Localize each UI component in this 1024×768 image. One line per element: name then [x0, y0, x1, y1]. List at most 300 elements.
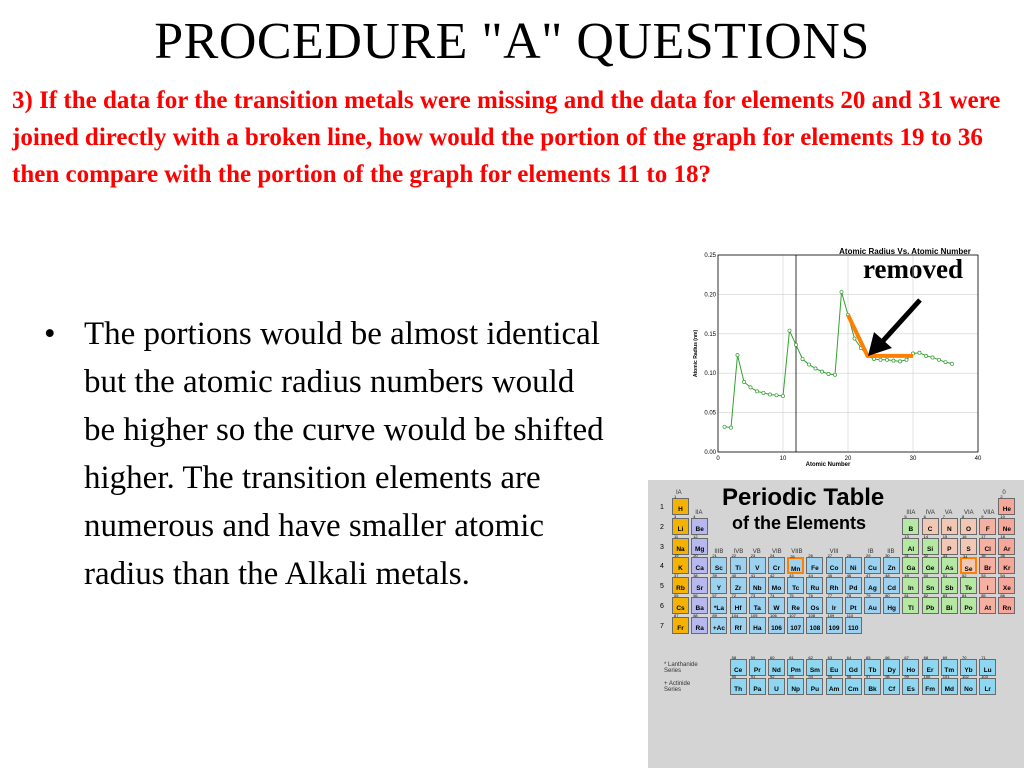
element-symbol: Rn — [1002, 605, 1012, 612]
element-symbol: 109 — [828, 624, 840, 632]
element-symbol: U — [774, 686, 779, 694]
element-symbol: Np — [791, 686, 801, 694]
element-number: 5 — [904, 513, 907, 519]
question-text: 3) If the data for the transition metals were missing and the data for elements 20 and 31 were joined directly with a broken line, how would the portion of the graph for elements 19 to 36 then compare with the portion of the graph for elements 11 to 18? — [12, 87, 1001, 188]
element-cell — [672, 612, 689, 634]
element-number: 46 — [846, 573, 852, 579]
element-symbol: Co — [829, 565, 839, 573]
element-symbol: Au — [868, 605, 877, 612]
element-symbol: Hf — [734, 605, 742, 612]
element-number: 95 — [827, 674, 833, 680]
element-symbol: He — [1002, 506, 1012, 513]
element-symbol: Nd — [772, 666, 781, 674]
element-number: 43 — [789, 573, 794, 579]
chart-data-point — [801, 357, 804, 360]
group-label: VIIB — [791, 549, 803, 556]
element-number: 102 — [962, 674, 969, 680]
element-number: 97 — [866, 674, 871, 680]
element-cell — [864, 674, 881, 695]
element-symbol: At — [984, 605, 992, 612]
chart-title: Atomic Radius Vs. Atomic Number — [839, 247, 971, 256]
group-label: IIIA — [906, 509, 916, 516]
chart-ytick-label: 0.15 — [704, 331, 716, 338]
slide-title: PROCEDURE "A" QUESTIONS — [154, 13, 870, 70]
element-symbol: Sn — [925, 585, 935, 593]
periodic-table-title-line1: Periodic Table — [722, 484, 885, 511]
element-number: 89 — [712, 612, 717, 618]
element-symbol: Ta — [753, 605, 761, 612]
element-number: 17 — [981, 533, 986, 539]
group-label: IA — [676, 490, 682, 496]
element-symbol: Al — [907, 545, 915, 553]
element-number: 56 — [693, 593, 698, 598]
element-cell — [768, 674, 785, 695]
element-symbol: Tc — [792, 585, 800, 593]
element-symbol: Hg — [887, 605, 897, 612]
element-number: 108 — [808, 612, 816, 618]
element-symbol: Ni — [850, 565, 857, 573]
bullet-dot: • — [44, 316, 56, 352]
element-symbol: C — [927, 525, 933, 533]
element-number: 70 — [962, 654, 967, 660]
element-number: 67 — [904, 654, 909, 660]
element-number: 13 — [904, 533, 909, 539]
element-number: 74 — [770, 593, 775, 598]
element-symbol: K — [678, 565, 683, 573]
lanthanide-series-label: * Lanthanide Series — [664, 661, 698, 674]
chart-xlabel: Atomic Number — [805, 462, 851, 467]
removed-annotation: removed — [863, 254, 963, 284]
element-number: 32 — [923, 553, 929, 559]
element-number: 35 — [981, 553, 986, 559]
element-symbol: Zr — [734, 585, 742, 593]
element-number: 98 — [885, 674, 890, 680]
element-symbol: Lr — [984, 686, 991, 694]
element-number: 104 — [731, 612, 739, 618]
element-symbol: Re — [791, 605, 800, 612]
element-cell — [787, 674, 804, 695]
element-symbol: Dy — [887, 666, 896, 674]
element-number: 100 — [923, 674, 931, 680]
element-number: 39 — [712, 573, 717, 579]
element-number: 19 — [674, 553, 679, 559]
element-number: 66 — [885, 654, 890, 660]
element-cell — [902, 674, 919, 695]
element-cell — [845, 674, 862, 695]
element-number: 11 — [674, 533, 679, 539]
element-symbol: Fr — [677, 624, 684, 632]
chart-data-point — [788, 329, 791, 332]
element-symbol: Bk — [868, 686, 877, 694]
periodic-table-title — [722, 484, 884, 534]
element-symbol: S — [966, 545, 971, 553]
element-number: 1 — [674, 494, 677, 499]
element-cell — [864, 593, 881, 614]
element-number: 78 — [846, 593, 852, 598]
group-label: VIIA — [983, 509, 995, 516]
element-number: 54 — [1000, 573, 1005, 579]
element-number: 49 — [904, 573, 909, 579]
element-number: 85 — [981, 593, 986, 598]
element-cell — [941, 674, 958, 695]
actinide-series-label: + Actinide Series — [664, 681, 691, 694]
element-symbol: Ha — [753, 624, 762, 632]
element-symbol: Ce — [733, 666, 743, 674]
element-cell — [998, 593, 1015, 614]
chart-data-point — [742, 380, 745, 383]
element-symbol: 106 — [771, 624, 782, 632]
element-cell — [749, 612, 766, 634]
element-number: 51 — [942, 573, 948, 579]
periodic-table-image — [648, 480, 1024, 768]
element-symbol: Kr — [1003, 565, 1011, 573]
element-number: 69 — [942, 654, 948, 660]
element-symbol: H — [678, 506, 683, 513]
chart-data-point — [898, 360, 901, 363]
element-symbol: Ru — [810, 585, 820, 593]
element-number: 93 — [789, 674, 794, 680]
element-number: 59 — [750, 654, 756, 660]
element-symbol: Md — [944, 686, 954, 694]
element-number: 27 — [827, 553, 833, 559]
element-number: 110 — [846, 612, 854, 618]
chart-data-point — [775, 394, 778, 397]
element-symbol: Ca — [695, 565, 704, 573]
element-number: 53 — [981, 573, 986, 579]
element-number: 91 — [750, 674, 756, 680]
group-label: 0 — [1002, 490, 1006, 496]
element-symbol: Ga — [906, 565, 916, 573]
element-number: 9 — [981, 513, 984, 519]
element-symbol: Ir — [831, 605, 837, 612]
element-number: 105 — [750, 612, 758, 618]
answer-text: The portions would be almost identical but the atomic radius numbers would be higher so the curve would be shifted higher. The transition elements are numerous and have smaller atomic radius than the Alkali metals. — [84, 316, 604, 592]
element-number: 71 — [981, 654, 986, 660]
element-number: 40 — [731, 573, 737, 579]
element-number: 82 — [923, 593, 929, 598]
element-symbol: No — [964, 686, 973, 694]
element-number: 38 — [693, 573, 698, 579]
element-symbol: Fm — [925, 686, 935, 694]
period-number: 6 — [660, 603, 664, 610]
element-number: 72 — [731, 593, 737, 598]
element-number: 36 — [1000, 553, 1005, 559]
element-symbol: Pu — [810, 686, 820, 694]
chart-ytick-label: 0.25 — [704, 253, 716, 259]
element-number: 99 — [904, 674, 909, 680]
element-cell — [960, 674, 977, 695]
element-cell — [787, 612, 804, 634]
chart-data-point — [755, 390, 758, 393]
element-number: 20 — [693, 553, 698, 559]
element-number: 4 — [693, 513, 696, 519]
element-symbol: Cl — [984, 545, 991, 553]
element-symbol: W — [773, 605, 780, 612]
group-label: VIII — [829, 549, 839, 556]
element-number: 31 — [904, 553, 909, 559]
element-number: 24 — [770, 553, 775, 559]
element-number: 101 — [942, 674, 950, 680]
element-symbol: Rf — [734, 624, 742, 632]
element-symbol: Os — [810, 605, 820, 612]
element-symbol: Tm — [944, 666, 955, 674]
element-number: 2 — [1000, 494, 1003, 499]
element-symbol: Cd — [887, 585, 897, 593]
element-symbol: 108 — [809, 624, 821, 632]
element-cell — [730, 612, 747, 634]
element-number: 48 — [885, 573, 890, 579]
element-number: 14 — [923, 533, 929, 539]
chart-ytick-label: 0.10 — [704, 371, 716, 378]
element-number: 86 — [1000, 593, 1005, 598]
element-symbol: Mn — [790, 566, 801, 574]
period-number: 3 — [660, 543, 664, 551]
chart-xtick-label: 30 — [909, 456, 917, 462]
element-number: 63 — [827, 654, 833, 660]
group-label: VIA — [964, 509, 974, 516]
element-cell — [826, 612, 843, 634]
chart-data-point — [723, 425, 726, 428]
period-number: 1 — [660, 504, 664, 511]
element-number: 103 — [981, 674, 988, 680]
element-number: 83 — [942, 593, 948, 598]
element-number: 55 — [674, 593, 679, 598]
group-label: VB — [752, 549, 761, 556]
element-number: 45 — [827, 573, 833, 579]
chart-data-point — [950, 362, 953, 365]
element-symbol: Tl — [908, 605, 914, 612]
element-cell — [710, 612, 727, 634]
period-number: 7 — [660, 622, 664, 630]
element-symbol: Cu — [868, 565, 877, 573]
group-label: IVA — [925, 509, 935, 516]
element-cell — [883, 593, 900, 614]
element-number: 94 — [808, 674, 813, 680]
element-number: 12 — [693, 533, 698, 539]
element-cell — [691, 612, 708, 634]
element-symbol: Ar — [1003, 545, 1011, 553]
element-number: 64 — [846, 654, 852, 660]
element-number: 42 — [770, 573, 775, 579]
element-cell — [902, 593, 919, 614]
element-symbol: Xe — [1002, 585, 1011, 593]
element-number: 15 — [942, 533, 948, 539]
group-label: IIIB — [714, 549, 724, 556]
element-symbol: Sm — [809, 666, 820, 674]
element-symbol: Ba — [695, 605, 704, 612]
element-number: 22 — [731, 553, 737, 559]
element-number: 47 — [866, 573, 871, 579]
element-cell — [941, 593, 958, 614]
element-symbol: O — [965, 525, 972, 533]
element-symbol: Pa — [753, 686, 762, 694]
element-cell — [730, 674, 747, 695]
element-symbol: Pb — [925, 605, 935, 612]
element-number: 10 — [1000, 513, 1005, 519]
element-symbol: Y — [716, 585, 722, 593]
chart-data-point — [768, 393, 771, 396]
element-cell — [883, 674, 900, 695]
periodic-table-title-line2: of the Elements — [732, 513, 867, 533]
element-number: 73 — [750, 593, 756, 598]
element-symbol: Ge — [925, 565, 935, 573]
element-number: 96 — [846, 674, 852, 680]
element-number: 58 — [731, 654, 737, 660]
element-number: 80 — [885, 593, 890, 598]
element-symbol: Cf — [888, 686, 896, 694]
element-symbol: Am — [828, 686, 840, 694]
chart-data-point — [931, 356, 934, 359]
element-symbol: Rb — [676, 585, 685, 593]
element-number: 60 — [770, 654, 775, 660]
chart-data-point — [840, 290, 843, 293]
element-symbol: 107 — [790, 624, 802, 632]
element-number: 6 — [923, 513, 926, 519]
element-number: 23 — [750, 553, 756, 559]
chart-data-point — [781, 394, 784, 397]
element-number: 37 — [674, 573, 679, 579]
element-symbol: N — [946, 525, 952, 533]
period-number: 4 — [660, 563, 664, 571]
chart-data-point — [827, 372, 830, 375]
element-symbol: P — [947, 545, 952, 553]
element-number: 88 — [693, 612, 698, 618]
element-cell — [979, 674, 996, 695]
element-number: 57 — [712, 593, 717, 598]
element-number: 84 — [962, 593, 967, 598]
element-symbol: *La — [713, 605, 724, 612]
element-number: 62 — [808, 654, 813, 660]
element-symbol: Sr — [696, 585, 704, 593]
chart-data-point — [762, 391, 765, 394]
chart-data-point — [944, 361, 947, 364]
element-symbol: I — [986, 585, 989, 593]
element-symbol: 110 — [848, 624, 859, 632]
element-symbol: B — [908, 525, 914, 533]
element-cell — [806, 674, 823, 695]
element-cell — [806, 612, 823, 634]
element-symbol: Li — [677, 525, 684, 533]
element-number: 16 — [962, 533, 967, 539]
element-number: 107 — [789, 612, 796, 618]
element-number: 52 — [962, 573, 967, 579]
element-number: 21 — [712, 553, 717, 559]
element-cell — [922, 674, 939, 695]
element-symbol: Pd — [849, 585, 858, 593]
element-number: 79 — [866, 593, 871, 598]
element-number: 109 — [827, 612, 835, 618]
element-cell — [922, 593, 939, 614]
element-number: 81 — [904, 593, 909, 598]
element-symbol: V — [755, 565, 760, 573]
element-symbol: Po — [964, 605, 973, 612]
arrow-icon — [860, 290, 930, 360]
chart-ylabel: Atomic Radius (nm) — [693, 329, 699, 378]
element-symbol: Pr — [753, 666, 761, 674]
element-symbol: Es — [906, 686, 915, 694]
chart-data-point — [749, 386, 752, 389]
element-symbol: Ti — [735, 565, 741, 573]
element-number: 44 — [808, 573, 813, 579]
element-symbol: Cr — [772, 565, 781, 573]
chart-xtick-label: 20 — [844, 456, 852, 462]
element-cell — [768, 612, 785, 634]
element-symbol: Si — [927, 545, 934, 553]
element-cell — [749, 674, 766, 695]
element-number: 3 — [674, 513, 677, 519]
period-number: 5 — [660, 583, 664, 591]
element-cell — [960, 593, 977, 614]
element-symbol: Na — [676, 545, 685, 553]
element-number: 65 — [866, 654, 871, 660]
element-number: 41 — [750, 573, 756, 579]
atomic-radius-chart — [685, 245, 995, 467]
element-cell — [979, 593, 996, 614]
element-symbol: Te — [964, 585, 973, 593]
element-symbol: +Ac — [712, 624, 725, 632]
period-number: 2 — [660, 523, 664, 531]
chart-xtick-label: 0 — [716, 456, 720, 462]
element-symbol: Be — [695, 525, 704, 533]
element-number: 29 — [866, 553, 871, 559]
chart-data-point — [794, 343, 797, 346]
element-number: 106 — [770, 612, 777, 618]
element-number: 87 — [674, 612, 679, 618]
element-symbol: Ne — [1002, 525, 1012, 533]
element-symbol: Mg — [694, 545, 705, 553]
element-symbol: Rh — [829, 585, 839, 593]
element-symbol: Lu — [983, 666, 992, 674]
element-number: 7 — [942, 513, 946, 519]
element-symbol: Bi — [946, 605, 953, 612]
element-symbol: Mo — [771, 585, 782, 593]
element-symbol: As — [945, 565, 954, 573]
element-symbol: Er — [926, 666, 934, 674]
element-symbol: Cs — [676, 605, 685, 612]
element-number: 75 — [789, 593, 794, 598]
chart-xtick-label: 10 — [779, 456, 787, 462]
chart-data-point — [833, 373, 836, 376]
element-symbol: Sb — [945, 585, 954, 593]
chart-data-point — [807, 363, 810, 366]
element-cell — [826, 674, 843, 695]
element-symbol: Se — [964, 566, 973, 574]
element-symbol: F — [985, 525, 990, 533]
chart-ytick-label: 0.20 — [704, 292, 716, 299]
group-label: VIB — [772, 549, 782, 556]
element-number: 61 — [789, 654, 794, 660]
chart-data-point — [814, 367, 817, 370]
group-label: IVB — [733, 549, 744, 556]
element-symbol: Ag — [868, 585, 877, 593]
element-number: 92 — [770, 674, 775, 680]
element-number: 28 — [846, 553, 852, 559]
element-symbol: Zn — [887, 565, 896, 573]
element-number: 76 — [808, 593, 813, 598]
element-symbol: Nb — [752, 585, 762, 593]
chart-data-point — [736, 353, 739, 356]
element-symbol: Br — [984, 565, 992, 573]
element-number: 18 — [1000, 533, 1005, 539]
element-symbol: Ho — [906, 666, 916, 674]
group-label: IB — [868, 549, 874, 556]
element-number: 8 — [962, 513, 965, 519]
element-symbol: Eu — [829, 666, 839, 674]
element-symbol: Yb — [964, 666, 973, 674]
element-symbol: Gd — [848, 666, 858, 674]
element-symbol: Cm — [848, 686, 859, 694]
element-cell — [845, 612, 862, 634]
